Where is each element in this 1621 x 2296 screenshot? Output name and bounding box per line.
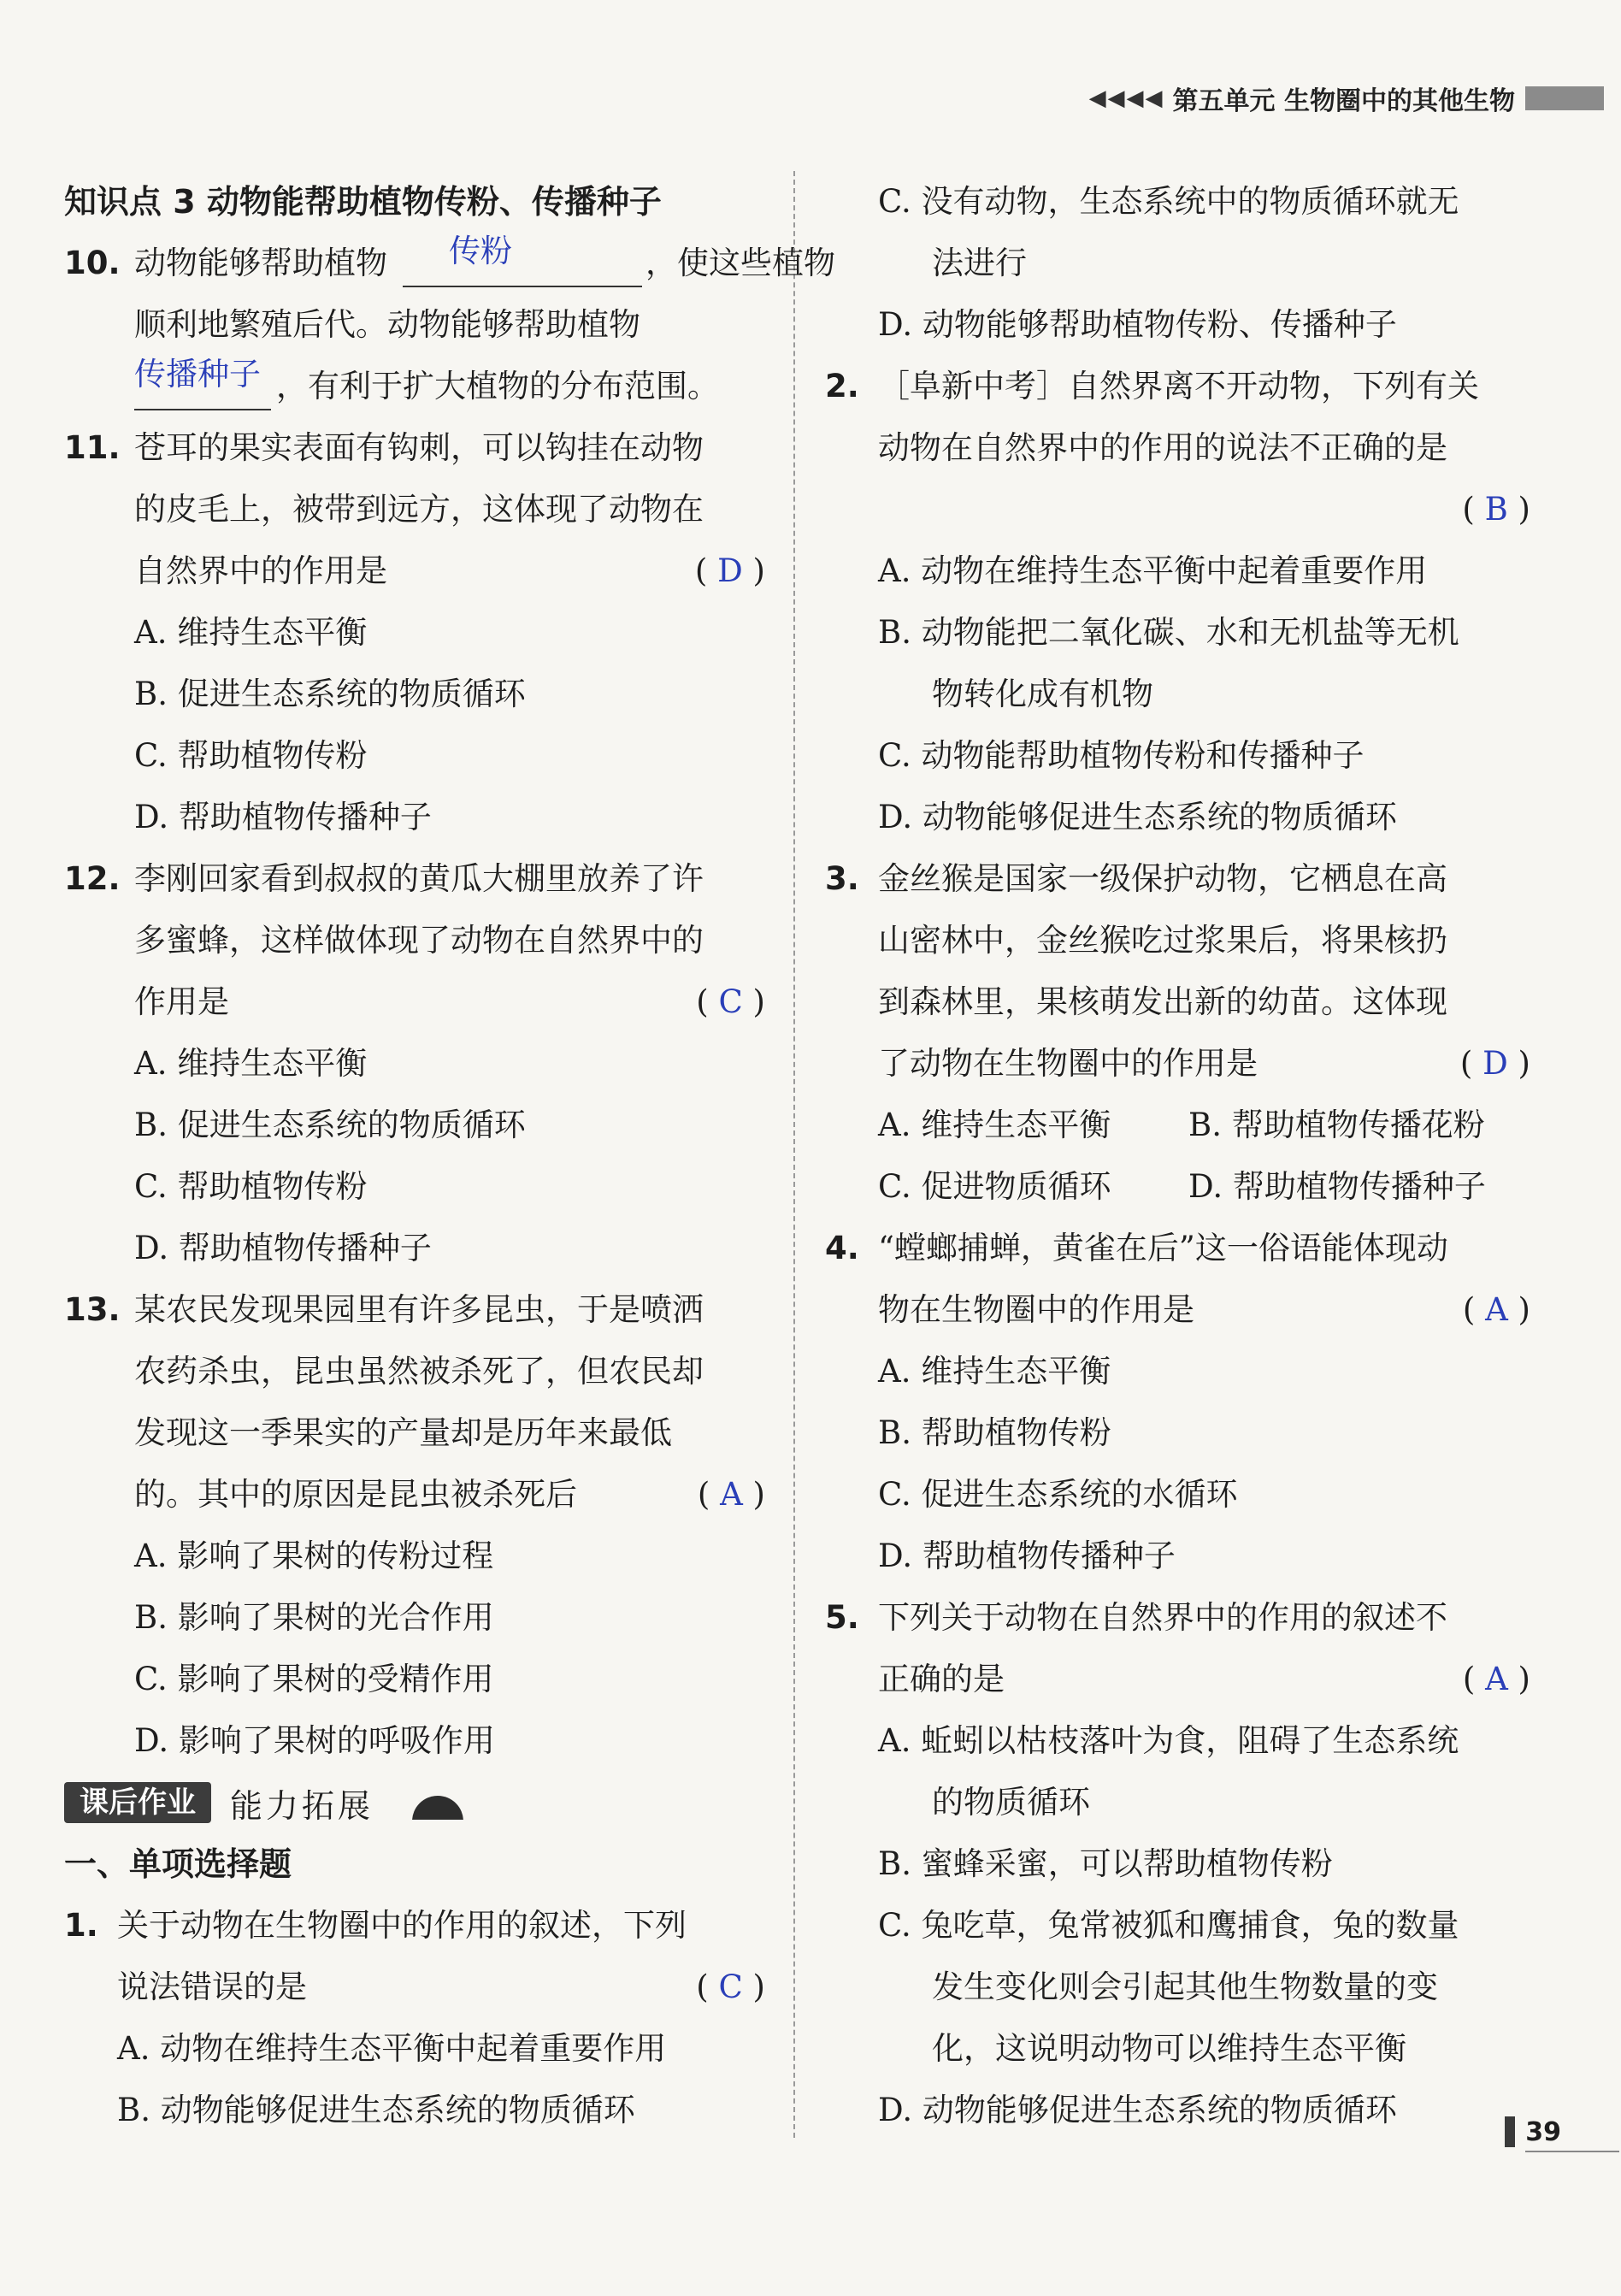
q12-answer: ( C ) <box>696 983 765 1020</box>
q2-number: 2. <box>825 368 859 404</box>
q12-number: 12. <box>64 860 121 897</box>
homework-tag: 课后作业 <box>64 1782 211 1823</box>
q10-blank-1 <box>403 286 642 287</box>
q1-answer: ( C ) <box>696 1968 765 2005</box>
q10-answer-2: 传播种子 <box>134 356 261 393</box>
arrows-icon: ◀◀◀◀ <box>1088 86 1164 111</box>
q3-number: 3. <box>825 860 859 897</box>
page-number: 39 <box>1505 2116 1561 2147</box>
q3-answer: ( D ) <box>1459 1045 1530 1082</box>
section-single-choice: 一、单项选择题 <box>64 1845 292 1883</box>
q4-answer: ( A ) <box>1462 1291 1530 1328</box>
q4-number: 4. <box>825 1230 859 1266</box>
page-header <box>1089 81 1604 115</box>
column-divider <box>793 171 795 2138</box>
banner-decoration-icon <box>408 1785 468 1820</box>
unit-title: 第五单元 生物圈中的其他生物 <box>1172 86 1515 116</box>
q1-number: 1. <box>64 1907 98 1944</box>
q5-number: 5. <box>825 1599 859 1636</box>
homework-subtitle: 能力拓展 <box>230 1786 374 1825</box>
kp3-title: 知识点 3 动物能帮助植物传粉、传播种子 <box>64 183 662 221</box>
homework-banner <box>64 1772 468 1833</box>
q11-number: 11. <box>64 429 121 466</box>
header-bar <box>1525 86 1604 110</box>
q10-answer-1: 传粉 <box>449 233 512 269</box>
q13-answer: ( A ) <box>697 1476 765 1513</box>
q13-number: 13. <box>64 1291 121 1328</box>
q10-blank-2 <box>134 409 271 410</box>
q5-answer: ( A ) <box>1462 1661 1530 1697</box>
q10-line-1: 10. 动物能够帮助植物 传粉 ，使这些植物 <box>64 233 765 294</box>
q10-number: 10. <box>64 245 121 281</box>
q11-answer: ( D ) <box>694 552 765 589</box>
q2-answer: ( B ) <box>1462 491 1530 528</box>
